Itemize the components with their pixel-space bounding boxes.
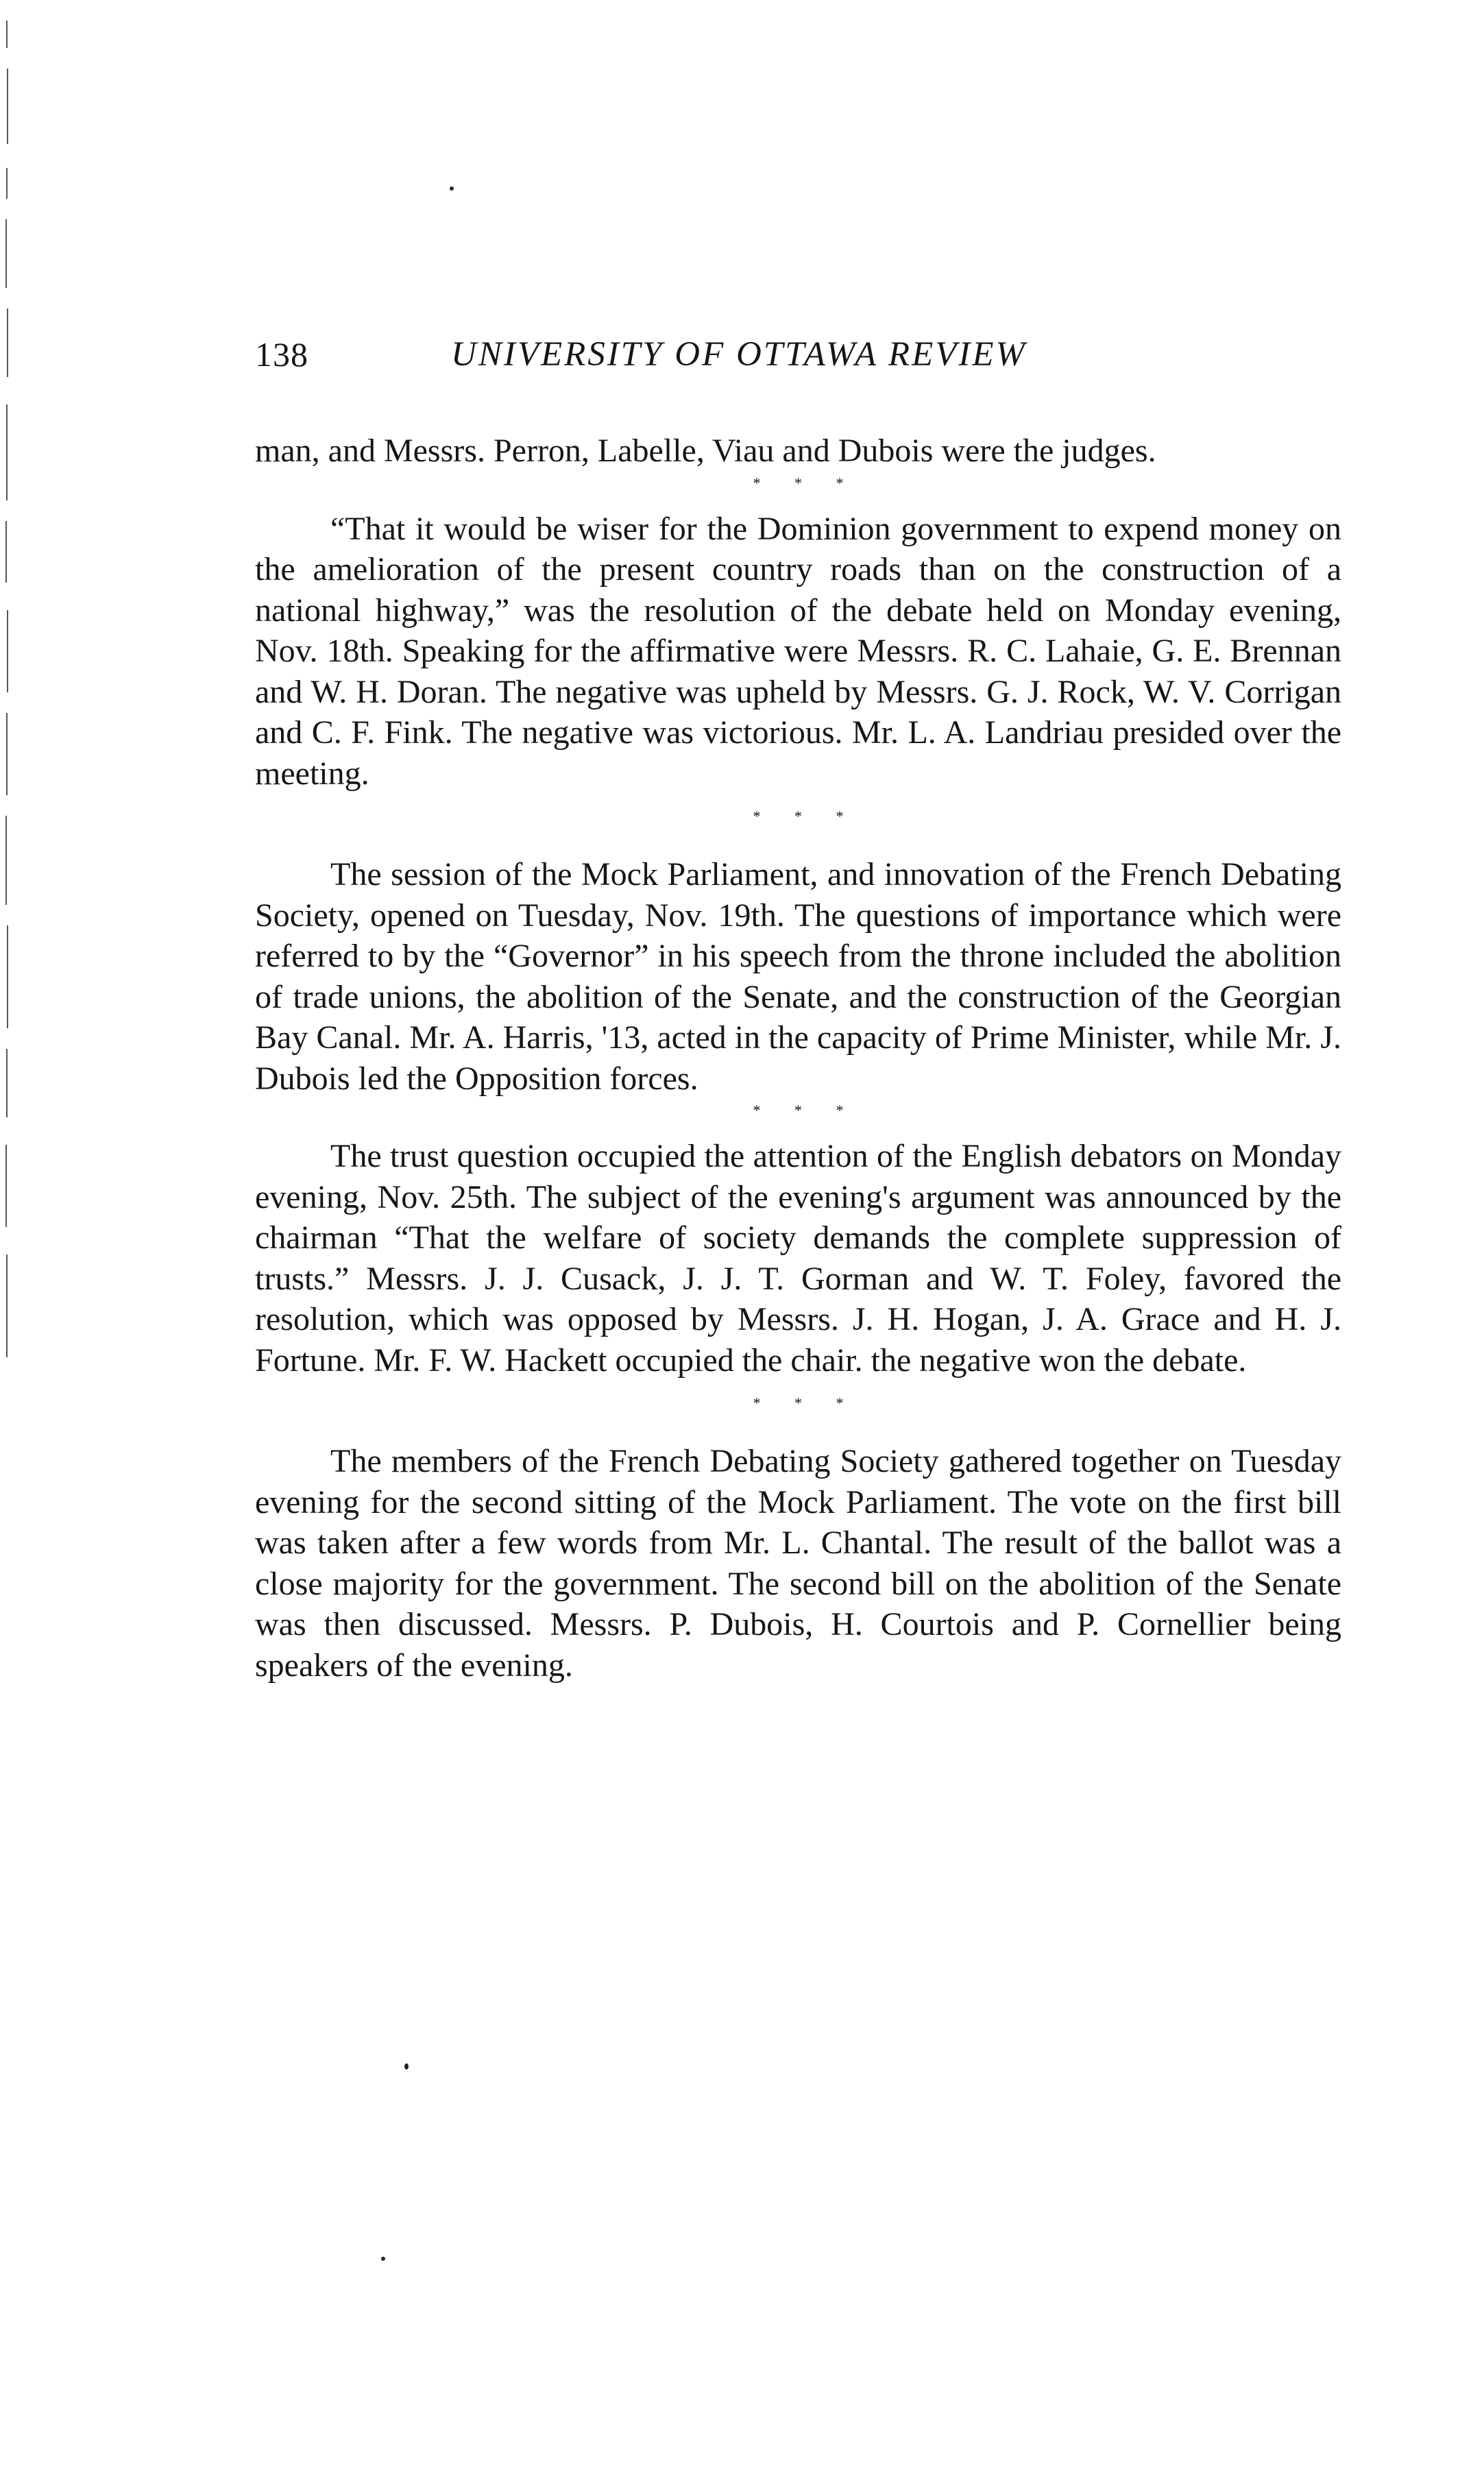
running-title: UNIVERSITY OF OTTAWA REVIEW: [451, 335, 1027, 374]
dust-speck: [450, 186, 454, 191]
scan-edge-marks: [1, 21, 12, 1357]
paragraph-judges: man, and Messrs. Perron, Labelle, Viau and Dubois were the judges.: [255, 433, 1156, 469]
dust-speck: [381, 2257, 385, 2261]
page-body: [255, 430, 1341, 1686]
section-separator: * * *: [753, 1394, 859, 1411]
paragraph-country-roads-debate: “That it would be wiser for the Dominion government to expend money on the amelioration of the present country roads than on the construction of a national highway,” was the resolution of the debate held on Monday evening, Nov. 18th. Speaking for the affirmative were Messrs. R. C. Lahaie, G. E. Brennan and W. H. Doran. The negative was upheld by Messrs. G. J. Rock, W. V. Corrigan and C. F. Fink. The negative was victorious. Mr. L. A. Landriau presided over the meeting.: [255, 510, 1341, 792]
page-number: 138: [255, 335, 308, 374]
section-separator: * * *: [753, 1102, 859, 1119]
dust-speck: [404, 2063, 409, 2070]
page-header: [255, 335, 1352, 383]
paragraph-french-debating-society: The members of the French Debating Society gathered together on Tuesday evening for the second sitting of the Mock Parliament. The vote on the first bill was taken after a few words from Mr. L. Chantal. The result of the ballot was a close majority for the government. The second bill on the abolition of the Senate was then discussed. Messrs. P. Dubois, H. Courtois and P. Cornellier being speakers of the evening.: [255, 1443, 1341, 1684]
paragraph-trust-question: The trust question occupied the attention of the English debators on Monday evening, Nov. 25th. The subject of the evening's argument was announced by the chairman “That the welfare of society demands the complete suppression of trusts.” Messrs. J. J. Cusack, J. J. T. Gorman and W. T. Foley, favored the resolution, which was opposed by Messrs. J. H. Hogan, J. A. Grace and H. J. Fortune. Mr. F. W. Hackett occupied the chair. the negative won the debate.: [255, 1138, 1341, 1379]
section-separator: * * *: [753, 808, 859, 825]
section-separator: * * *: [753, 474, 859, 492]
paragraph-mock-parliament-session: The session of the Mock Parliament, and innovation of the French Debating Society, opened on Tuesday, Nov. 19th. The questions of importance which were referred to by the “Governor” in his speech from the throne included the abolition of trade unions, the abolition of the Senate, and the construction of the Georgian Bay Canal. Mr. A. Harris, '13, acted in the capacity of Prime Minister, while Mr. J. Dubois led the Opposition forces.: [255, 856, 1341, 1097]
